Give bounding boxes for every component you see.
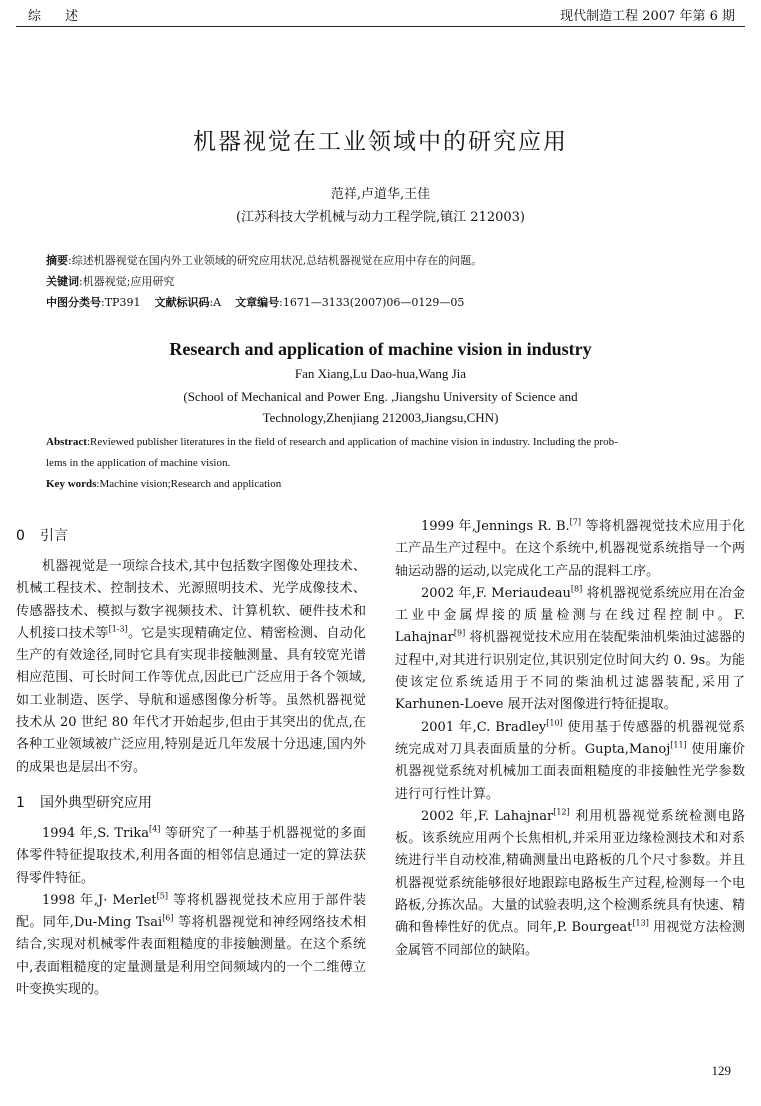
keywords-en-label: Key words (46, 478, 97, 490)
right-paragraph-3: 2001 年,C. Bradley[10] 使用基于传感器的机器视觉系统完成对刀具表面质量的分析。Gupta,Manoj[11] 使用廉价机器视觉系统对机械加工面表面粗糙度的非接触性光学参数进行可行性计算。 (395, 718, 746, 802)
citation-12: [12] (553, 807, 570, 817)
citation-4: [4] (149, 824, 161, 834)
section-0-number: 0 (16, 528, 25, 544)
doc-code-value: :A (209, 296, 222, 309)
section-1-title: 国外典型研究应用 (40, 794, 152, 811)
section-1-heading (16, 783, 366, 823)
section-0-title: 引言 (40, 528, 68, 544)
page-number: 129 (711, 1063, 731, 1078)
right-paragraph-4: 2002 年,F. Lahajnar[12] 利用机器视觉系统检测电路板。该系统应用两个长焦相机,并采用亚边缘检测技术和对系统进行半自动校准,精确测量出电路板的几个尺寸参数。并且机器视觉系统能够很好地跟踪电路板生产过程,检测每一个电路板,分拣次品。大量的试验表明,这个检测系统具有快速、精确和鲁棒性好的优点。同年,P. Bourgeat[13] 用视觉方法检测金属管不同部位的缺陷。 (395, 807, 745, 958)
abstract-en-label: Abstract (46, 436, 87, 448)
citation-6: [6] (162, 913, 174, 923)
paper-title-cn: 机器视觉在工业领域中的研究应用 (193, 129, 568, 155)
intro-paragraph: 机器视觉是一项综合技术,其中包括数字图像处理技术、机械工程技术、控制技术、光源照明技术、光学成像技术、传感器技术、模拟与数字视频技术、计算机软、硬件技术和人机接口技术等[1-3]。它是实现精确定位、精密检测、自动化生产的有效途径,同时它具有实现非接触测量、具有较宽光谱相应范围、可长时间工作等优点,因此已广泛应用于各个领域,如工业制造、医学、导航和遥感图像分析等。虽然机器视觉技术从 20 世纪 80 年代才开始起步,但由于其突出的优点,在各种工业领域被广泛应用,特别是近几年发展十分迅速,国内外的成果也是层出不穷。 (16, 559, 366, 775)
abstract-en (46, 432, 721, 474)
right-column (395, 516, 745, 962)
clc-value: :TP391 (101, 296, 141, 309)
header-section-label: 综 述 (28, 9, 89, 24)
keywords-cn-text: :机器视觉;应用研究 (79, 275, 175, 288)
header-journal-info: 现代制造工程 2007 年第 6 期 (560, 9, 735, 24)
citation-11: [11] (670, 740, 687, 750)
citation-9: [9] (453, 629, 466, 639)
keywords-en (46, 474, 721, 495)
authors-cn: 范祥,卢道华,王佳 (330, 187, 431, 202)
citation-10: [10] (546, 718, 563, 728)
right-paragraph-2: 2002 年,F. Meriaudeau[8] 将机器视觉系统应用在冶金工业中金属焊接的质量检测与在线过程控制中。F. Lahajnar[9] 将机器视觉技术应用在装配柴油机柴油过滤器的过程中,对其进行识别定位,其识别定位时间大约 0. 9s。为能使该定位系统适用于不同的柴油机过滤器装配,采用了 Karhunen-Loeve 展开法对图像进行特征提取。 (395, 584, 745, 713)
page-header (16, 3, 745, 27)
section-0-heading (16, 516, 366, 556)
affiliation-en-line2: Technology,Zhenjiang 212003,Jiangsu,CHN) (262, 410, 499, 425)
abstract-cn (46, 252, 721, 268)
abstract-en-line2: lems in the application of machine vision. (46, 457, 231, 469)
abstract-cn-label: 摘要 (46, 254, 68, 267)
citation-5: [5] (156, 891, 169, 901)
keywords-cn (46, 273, 721, 289)
affiliation-en-line1: (School of Mechanical and Power Eng. ,Jiangshu University of Science and (183, 389, 578, 404)
section-1-paragraph-2: 1998 年,J· Merlet[5] 等将机器视觉技术应用于部件装配。同年,Du-Ming Tsai[6] 等将机器视觉和神经网络技术相结合,实现对机械零件表面粗糙度的非接触测量。在这个系统中,表面粗糙度的定量测量是利用空间频域内的一个二维傅立叶变换实现的。 (16, 891, 366, 998)
citation-1-3: [1-3] (108, 624, 128, 634)
citation-7: [7] (569, 517, 582, 527)
abstract-cn-text: :综述机器视觉在国内外工业领域的研究应用状况,总结机器视觉在应用中存在的问题。 (68, 254, 483, 267)
paper-title-en: Research and application of machine vision in industry (169, 339, 592, 359)
clc-label: 中图分类号 (46, 296, 101, 309)
section-1-paragraph-1: 1994 年,S. Trika[4] 等研究了一种基于机器视觉的多面体零件特征提取技术,利用各面的相邻信息通过一定的算法获得零件特征。 (16, 824, 366, 886)
affiliation-cn: (江苏科技大学机械与动力工程学院,镇江 212003) (235, 210, 526, 225)
left-column (16, 516, 366, 1001)
keywords-en-text: :Machine vision;Research and application (96, 478, 282, 490)
right-paragraph-1: 1999 年,Jennings R. B.[7] 等将机器视觉技术应用于化工产品生产过程中。在这个系统中,机器视觉系统指导一个两轴运动器的运动,以完成化工产品的混料工序。 (395, 517, 745, 579)
article-number-value: :1671—3133(2007)06—0129—05 (279, 296, 465, 309)
abstract-en-line1: :Reviewed publisher literatures in the field of research and application of machine vision in industry. Including the prob- (86, 436, 618, 448)
classification-line (46, 294, 721, 310)
doc-code-label: 文献标识码 (154, 296, 210, 309)
keywords-cn-label: 关键词 (46, 275, 79, 288)
article-number-label: 文章编号 (235, 296, 280, 309)
citation-13: [13] (632, 919, 649, 929)
authors-en: Fan Xiang,Lu Dao-hua,Wang Jia (294, 366, 467, 381)
citation-8: [8] (570, 584, 583, 594)
section-1-number: 1 (16, 794, 25, 811)
